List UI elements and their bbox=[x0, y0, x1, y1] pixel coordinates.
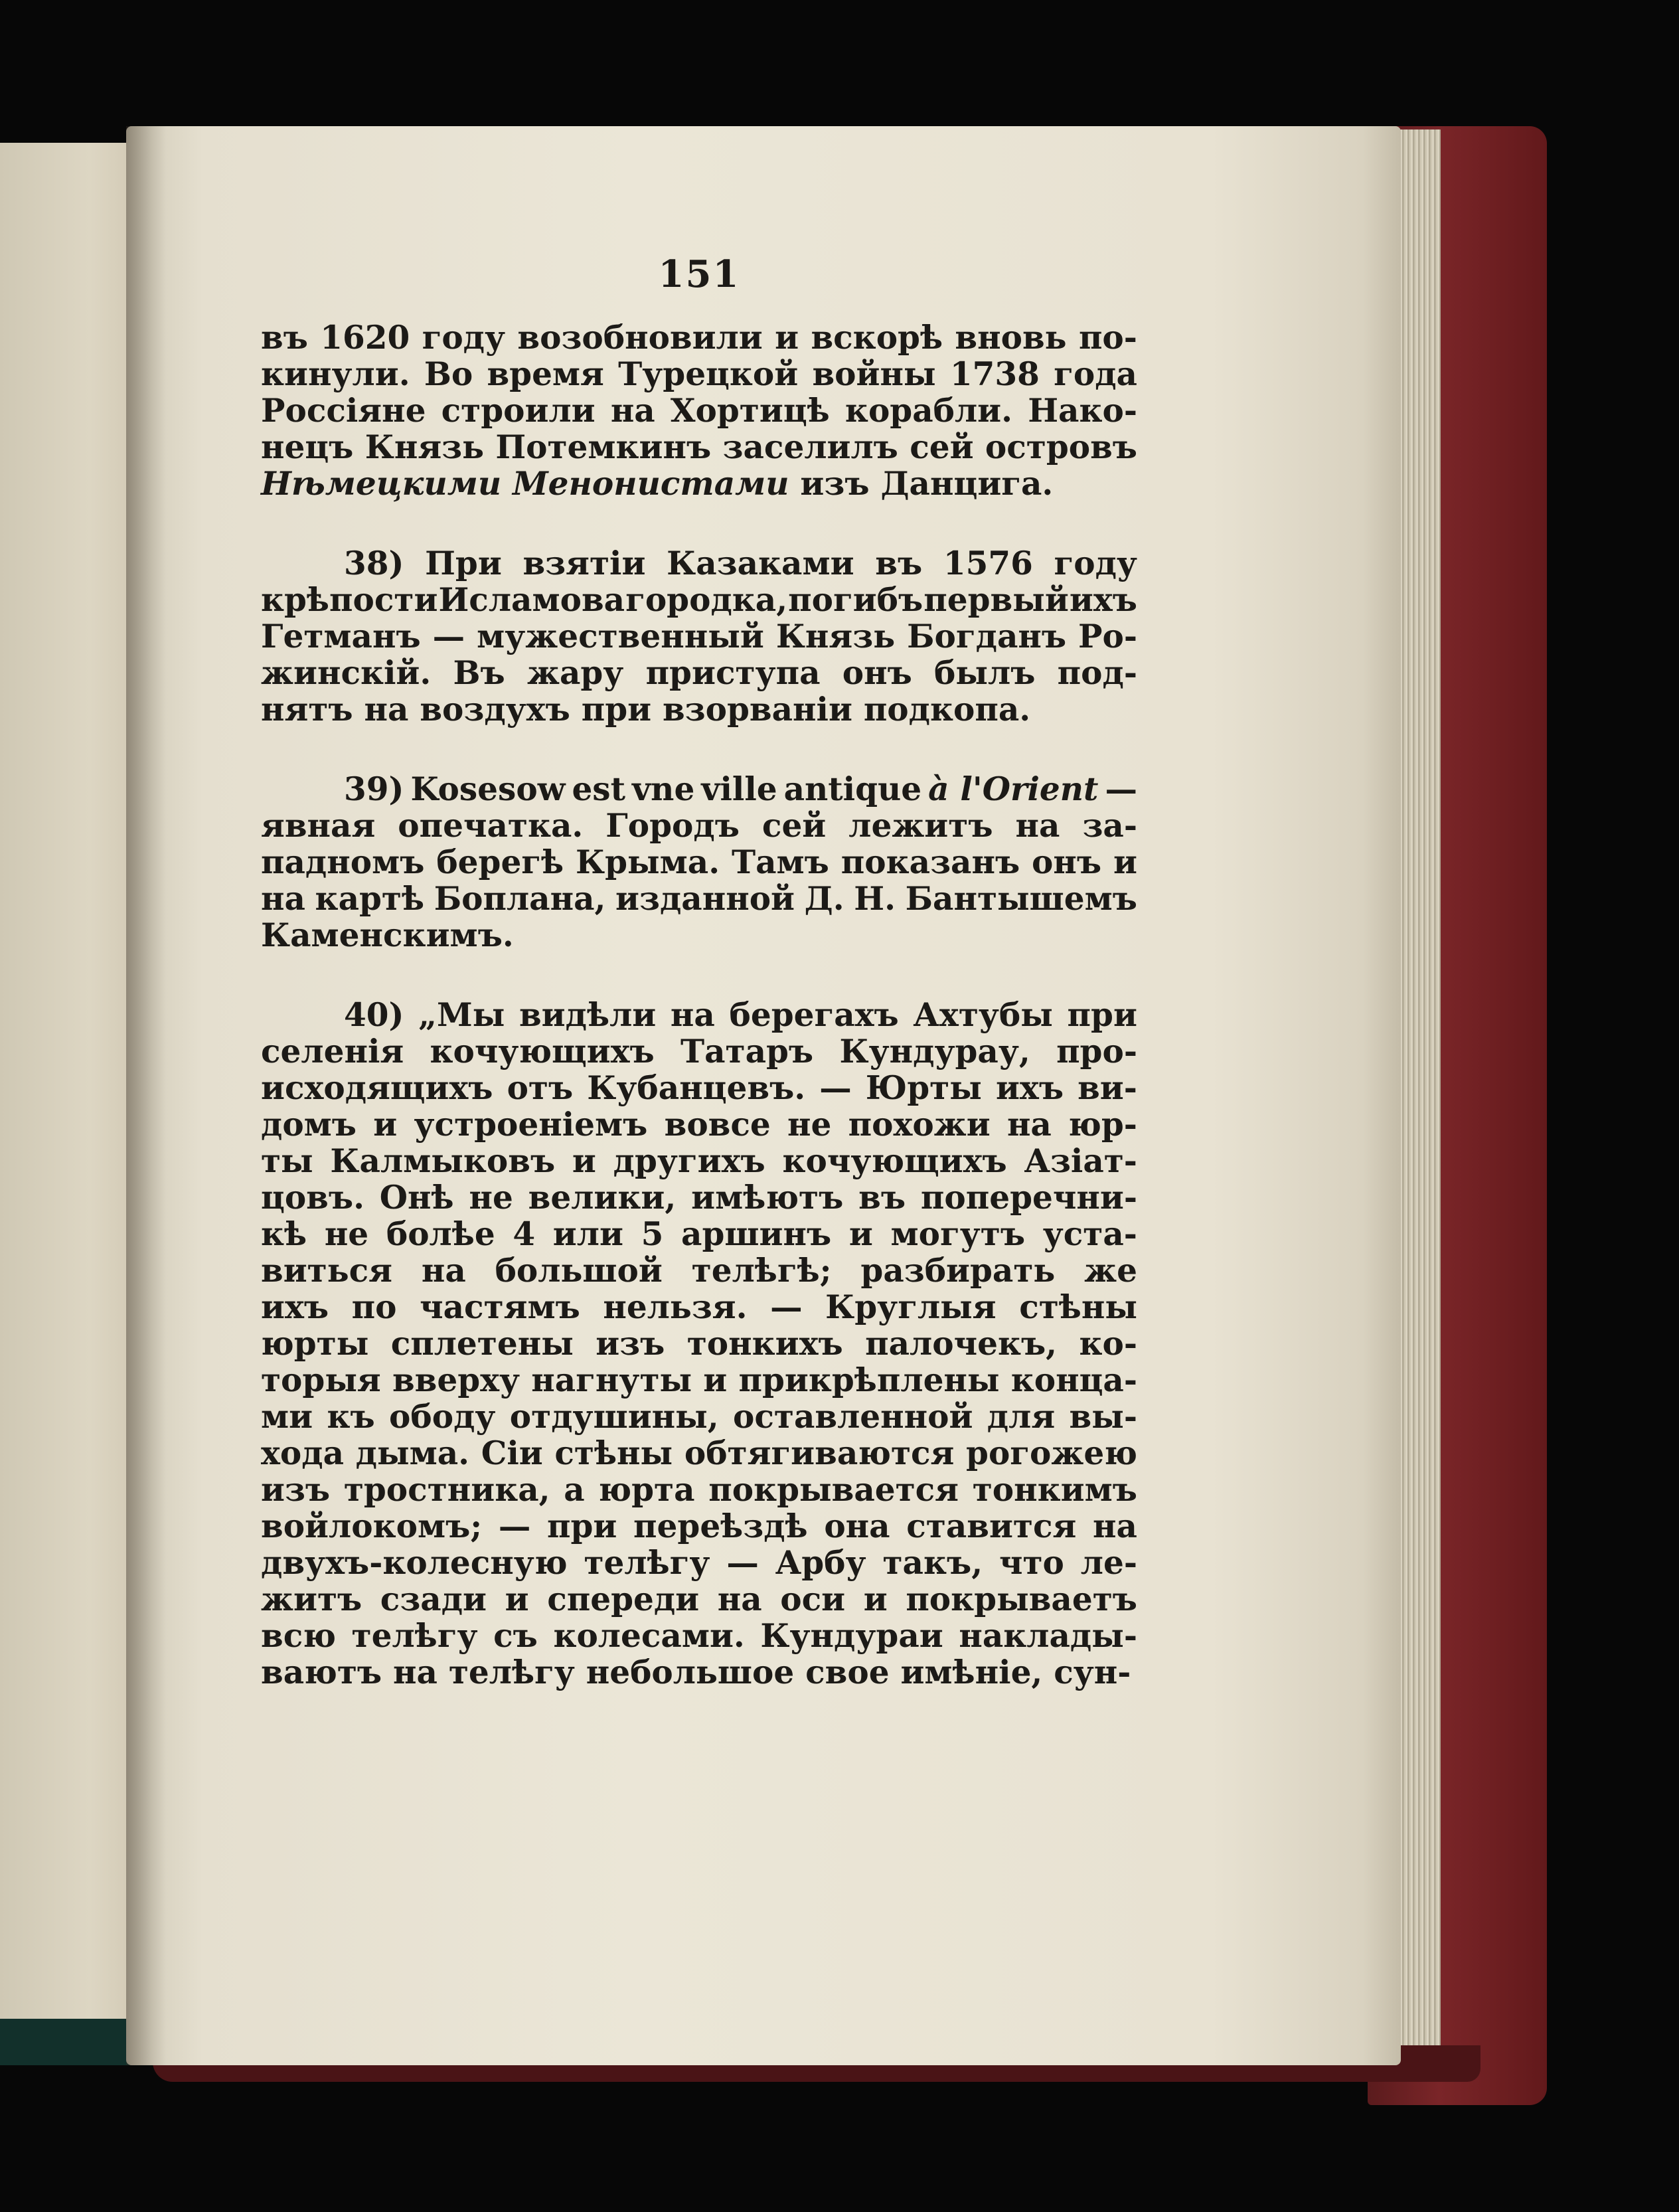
text-line bbox=[261, 319, 1137, 356]
word: показанъ bbox=[840, 843, 1020, 881]
text-line bbox=[261, 997, 1137, 1033]
text-line bbox=[261, 466, 1137, 502]
text-line bbox=[261, 1143, 1137, 1179]
word: за- bbox=[1082, 807, 1137, 845]
word: на bbox=[421, 1252, 466, 1290]
word: Россіяне bbox=[261, 392, 426, 430]
word: ле- bbox=[1080, 1544, 1137, 1582]
text-line bbox=[261, 392, 1137, 429]
word: похожи bbox=[848, 1106, 991, 1144]
word: ваютъ bbox=[261, 1654, 382, 1691]
text-line bbox=[261, 1472, 1137, 1508]
word: кочующихъ bbox=[782, 1142, 1007, 1180]
word: vne bbox=[632, 770, 695, 808]
word: Хортицѣ bbox=[670, 392, 830, 430]
word: стѣны bbox=[554, 1434, 673, 1472]
word: Кубанцевъ. bbox=[587, 1069, 806, 1107]
paragraph-p-continuation bbox=[261, 319, 1137, 502]
word: стѣны bbox=[1019, 1288, 1137, 1326]
text-line bbox=[261, 1252, 1137, 1289]
word: под- bbox=[1057, 654, 1137, 692]
text-line bbox=[261, 582, 1137, 618]
word: Князь bbox=[775, 618, 896, 655]
word: Каменскимъ. bbox=[261, 916, 514, 954]
paragraph-gap bbox=[261, 954, 1137, 997]
word: Д. bbox=[804, 880, 844, 918]
text-line bbox=[261, 1106, 1137, 1143]
word: на bbox=[393, 1654, 438, 1691]
word: и bbox=[848, 1215, 873, 1253]
word: погибъ bbox=[788, 581, 923, 619]
word: на bbox=[1006, 1106, 1052, 1144]
word: въ bbox=[875, 545, 923, 582]
word: онъ bbox=[1032, 843, 1102, 881]
word: частямъ bbox=[420, 1288, 580, 1326]
word: году bbox=[1054, 545, 1137, 582]
word: жинскій. bbox=[261, 654, 432, 692]
word: и bbox=[373, 1106, 398, 1144]
word: свое bbox=[805, 1654, 890, 1691]
text-line bbox=[261, 691, 1137, 728]
word: не bbox=[324, 1215, 369, 1253]
word: Сіи bbox=[481, 1434, 543, 1472]
word: вскорѣ bbox=[811, 319, 943, 357]
text-line bbox=[261, 1325, 1137, 1362]
word: вверху bbox=[392, 1361, 520, 1399]
paragraph-note-39 bbox=[261, 771, 1137, 954]
word: съ bbox=[493, 1617, 538, 1655]
page-text bbox=[261, 252, 1137, 1691]
word: колесами. bbox=[553, 1617, 745, 1655]
word: для bbox=[987, 1398, 1056, 1436]
word: Онѣ bbox=[379, 1179, 454, 1217]
word: небольшое bbox=[586, 1654, 795, 1691]
word: Тамъ bbox=[732, 843, 829, 881]
word: мужественный bbox=[477, 618, 764, 655]
word: и bbox=[505, 1580, 529, 1618]
word: antique bbox=[783, 770, 922, 808]
word: сплетены bbox=[390, 1325, 574, 1363]
word: падномъ bbox=[261, 843, 425, 881]
word: ихъ bbox=[261, 1288, 329, 1326]
word: уста- bbox=[1042, 1215, 1137, 1253]
word: кинули. bbox=[261, 355, 410, 393]
paragraph-note-40 bbox=[261, 997, 1137, 1691]
word: всю bbox=[261, 1617, 336, 1655]
word: палочекъ, bbox=[865, 1325, 1058, 1363]
word: въ bbox=[261, 319, 308, 357]
word: городка, bbox=[625, 581, 788, 619]
gutter-shadow bbox=[126, 126, 166, 2065]
word: Арбу bbox=[775, 1544, 866, 1582]
text-line bbox=[261, 1289, 1137, 1325]
word: нагнуты bbox=[531, 1361, 692, 1399]
word: вовсе bbox=[664, 1106, 771, 1144]
word: житъ bbox=[261, 1580, 362, 1618]
text-line bbox=[261, 655, 1137, 691]
word: войлокомъ; bbox=[261, 1507, 483, 1545]
text-line bbox=[261, 1179, 1137, 1216]
word: Боплана, bbox=[434, 880, 606, 918]
word: телѣгу bbox=[448, 1654, 575, 1691]
word: изъ bbox=[800, 465, 870, 503]
word: 39) bbox=[344, 770, 404, 808]
word: Н. bbox=[854, 880, 896, 918]
word: на bbox=[261, 880, 305, 918]
word: ихъ bbox=[995, 1069, 1064, 1107]
word: воздухъ bbox=[420, 691, 570, 728]
text-line bbox=[261, 1545, 1137, 1581]
paragraph-gap bbox=[261, 728, 1137, 771]
word: — bbox=[1105, 770, 1137, 808]
word: сей bbox=[910, 428, 974, 466]
word: отъ bbox=[507, 1069, 574, 1107]
word: Кундурау, bbox=[839, 1033, 1030, 1070]
word: подкопа. bbox=[863, 691, 1031, 728]
word: переѣздѣ bbox=[633, 1507, 808, 1545]
word: году bbox=[422, 319, 506, 357]
word: Крыма. bbox=[576, 843, 720, 881]
word: разбирать bbox=[860, 1252, 1056, 1290]
word: изданной bbox=[615, 880, 795, 918]
word: est bbox=[572, 770, 626, 808]
text-line bbox=[261, 844, 1137, 881]
word: былъ bbox=[934, 654, 1036, 692]
word: тонкимъ bbox=[972, 1471, 1137, 1509]
word: берегѣ bbox=[436, 843, 564, 881]
word: спереди bbox=[547, 1580, 700, 1618]
word: года bbox=[1054, 355, 1137, 393]
word: покрываетъ bbox=[906, 1580, 1137, 1618]
word: и bbox=[863, 1580, 888, 1618]
word: велики, bbox=[528, 1179, 677, 1217]
word: по bbox=[351, 1288, 397, 1326]
word: сей bbox=[761, 807, 827, 845]
word: на bbox=[1093, 1507, 1137, 1545]
word: тонкихъ bbox=[686, 1325, 843, 1363]
word: Турецкой bbox=[618, 355, 799, 393]
word: конца- bbox=[1010, 1361, 1137, 1399]
word: корабли. bbox=[844, 392, 1013, 430]
word: ми bbox=[261, 1398, 313, 1436]
word: что bbox=[999, 1544, 1064, 1582]
word: телѣгу bbox=[584, 1544, 710, 1582]
word: сзади bbox=[380, 1580, 487, 1618]
word: Городъ bbox=[605, 807, 740, 845]
word: по- bbox=[1078, 319, 1137, 357]
word: Нако- bbox=[1028, 392, 1137, 430]
word: ville bbox=[701, 770, 777, 808]
word: могутъ bbox=[890, 1215, 1026, 1253]
word: онъ bbox=[842, 654, 912, 692]
word: прикрѣплены bbox=[738, 1361, 1000, 1399]
word: домъ bbox=[261, 1106, 357, 1144]
word: рогожею bbox=[966, 1434, 1137, 1472]
word: при bbox=[1067, 996, 1137, 1034]
paragraph-note-38 bbox=[261, 545, 1137, 728]
word: „Мы bbox=[418, 996, 505, 1034]
word: жару bbox=[526, 654, 624, 692]
word: такъ, bbox=[882, 1544, 983, 1582]
word: аршинъ bbox=[681, 1215, 832, 1253]
word: Круглыя bbox=[825, 1288, 997, 1326]
word: не bbox=[469, 1179, 513, 1217]
paragraph-gap bbox=[261, 502, 1137, 545]
word: время bbox=[487, 355, 604, 393]
page-block-edge bbox=[1394, 129, 1441, 2075]
word: она bbox=[824, 1507, 890, 1545]
word: взятіи bbox=[522, 545, 646, 582]
word: оставленной bbox=[733, 1398, 973, 1436]
word: нецъ bbox=[261, 428, 354, 466]
word: изъ bbox=[596, 1325, 665, 1363]
word: поперечни- bbox=[920, 1179, 1137, 1217]
word: наклады- bbox=[959, 1617, 1137, 1655]
text-line bbox=[261, 429, 1137, 466]
word: картѣ bbox=[315, 880, 425, 918]
word: ты bbox=[261, 1142, 313, 1180]
word: Азіат- bbox=[1024, 1142, 1137, 1180]
word: 1738 bbox=[949, 355, 1040, 393]
word: и bbox=[703, 1361, 728, 1399]
word: Нѣмецкими Менонистами bbox=[261, 465, 789, 503]
word: двухъ-колесную bbox=[261, 1544, 568, 1582]
word: Въ bbox=[453, 654, 505, 692]
word: же bbox=[1084, 1252, 1137, 1290]
word: Бантышемъ bbox=[905, 880, 1137, 918]
text-line bbox=[261, 618, 1137, 655]
word: большой bbox=[495, 1252, 663, 1290]
word: ихъ bbox=[1069, 581, 1137, 619]
word: юрта bbox=[598, 1471, 695, 1509]
word: и bbox=[572, 1142, 596, 1180]
text-line bbox=[261, 356, 1137, 392]
word: при bbox=[581, 691, 652, 728]
word: островъ bbox=[985, 428, 1137, 466]
word: — bbox=[770, 1288, 803, 1326]
text-line bbox=[261, 545, 1137, 582]
word: ко- bbox=[1079, 1325, 1137, 1363]
word: Во bbox=[424, 355, 473, 393]
text-line bbox=[261, 917, 1137, 954]
text-line bbox=[261, 1508, 1137, 1545]
word: Kosesow bbox=[410, 770, 566, 808]
word: имѣніе, bbox=[900, 1654, 1043, 1691]
word: 4 bbox=[513, 1215, 536, 1253]
word: Данцига. bbox=[880, 465, 1054, 503]
text-line bbox=[261, 771, 1137, 808]
word: войны bbox=[812, 355, 936, 393]
text-line bbox=[261, 1399, 1137, 1435]
word: первый bbox=[923, 581, 1069, 619]
word: ви- bbox=[1078, 1069, 1137, 1107]
word: кочующихъ bbox=[430, 1033, 655, 1070]
word: изъ bbox=[261, 1471, 331, 1509]
word: хода bbox=[261, 1434, 345, 1472]
word: Ахтубы bbox=[913, 996, 1053, 1034]
word: — bbox=[819, 1069, 852, 1107]
word: Гетманъ bbox=[261, 618, 421, 655]
word: — bbox=[498, 1507, 531, 1545]
word: Потемкинъ bbox=[495, 428, 712, 466]
word: à l'Orient bbox=[928, 770, 1099, 808]
word: не bbox=[787, 1106, 832, 1144]
text-line bbox=[261, 1581, 1137, 1618]
word: — bbox=[432, 618, 465, 655]
word: Кундураи bbox=[760, 1617, 943, 1655]
word: телѣгу bbox=[351, 1617, 478, 1655]
word: приступа bbox=[645, 654, 821, 692]
word: видѣли bbox=[519, 996, 657, 1034]
word: заселилъ bbox=[722, 428, 898, 466]
word: вновь bbox=[955, 319, 1067, 357]
word: 5 bbox=[641, 1215, 664, 1253]
word: Князь bbox=[364, 428, 485, 466]
word: берегахъ bbox=[729, 996, 899, 1034]
word: сун- bbox=[1054, 1654, 1131, 1691]
word: торыя bbox=[261, 1361, 381, 1399]
word: оси bbox=[780, 1580, 846, 1618]
word: покрывается bbox=[708, 1471, 959, 1509]
word: на bbox=[717, 1580, 762, 1618]
word: болѣе bbox=[386, 1215, 495, 1253]
word: и bbox=[1113, 843, 1137, 881]
word: телѣгѣ; bbox=[691, 1252, 832, 1290]
word: тростника, bbox=[343, 1471, 550, 1509]
word: селенія bbox=[261, 1033, 404, 1070]
word: нельзя. bbox=[603, 1288, 748, 1326]
word: въ bbox=[858, 1179, 906, 1217]
word: 38) bbox=[344, 545, 404, 582]
word: при bbox=[547, 1507, 617, 1545]
text-line bbox=[261, 1216, 1137, 1252]
word: на bbox=[1015, 807, 1060, 845]
word: на bbox=[610, 392, 655, 430]
word: устроеніемъ bbox=[414, 1106, 648, 1144]
word: Богданъ bbox=[907, 618, 1067, 655]
page-number: 151 bbox=[658, 252, 740, 296]
body-text bbox=[261, 319, 1137, 1691]
word: кѣ bbox=[261, 1215, 307, 1253]
text-line bbox=[261, 1654, 1137, 1691]
word: исходящихъ bbox=[261, 1069, 493, 1107]
word: Казаками bbox=[667, 545, 854, 582]
word: отдушины, bbox=[509, 1398, 719, 1436]
word: юрты bbox=[261, 1325, 369, 1363]
word: Юрты bbox=[865, 1069, 982, 1107]
word: явная bbox=[261, 807, 376, 845]
word: имѣютъ bbox=[691, 1179, 844, 1217]
text-line bbox=[261, 1618, 1137, 1654]
word: другихъ bbox=[613, 1142, 765, 1180]
word: 1620 bbox=[320, 319, 410, 357]
text-line bbox=[261, 881, 1137, 917]
word: 40) bbox=[344, 996, 404, 1034]
text-line bbox=[261, 808, 1137, 844]
word: вы- bbox=[1069, 1398, 1137, 1436]
word: или bbox=[552, 1215, 623, 1253]
text-line bbox=[261, 1070, 1137, 1106]
word: къ bbox=[327, 1398, 375, 1436]
word: на bbox=[670, 996, 715, 1034]
word: Татаръ bbox=[680, 1033, 814, 1070]
word: юр- bbox=[1068, 1106, 1137, 1144]
word: нятъ bbox=[261, 691, 353, 728]
word: ставится bbox=[906, 1507, 1077, 1545]
word: возобновили bbox=[517, 319, 763, 357]
word: и bbox=[775, 319, 799, 357]
word: Калмыковъ bbox=[330, 1142, 556, 1180]
word: лежитъ bbox=[848, 807, 993, 845]
word: опечатка. bbox=[398, 807, 584, 845]
text-line bbox=[261, 1033, 1137, 1070]
word: ободу bbox=[389, 1398, 496, 1436]
word: взорваніи bbox=[662, 691, 852, 728]
word: виться bbox=[261, 1252, 393, 1290]
text-line bbox=[261, 1362, 1137, 1399]
word: — bbox=[726, 1544, 759, 1582]
word: Исламова bbox=[438, 581, 625, 619]
word: а bbox=[564, 1471, 585, 1509]
text-line bbox=[261, 1435, 1137, 1472]
word: крѣпости bbox=[261, 581, 438, 619]
word: цовъ. bbox=[261, 1179, 364, 1217]
word: строили bbox=[441, 392, 596, 430]
word: обтягиваются bbox=[684, 1434, 955, 1472]
word: дыма. bbox=[355, 1434, 470, 1472]
word: на bbox=[364, 691, 409, 728]
word: Ро- bbox=[1078, 618, 1137, 655]
word: При bbox=[425, 545, 502, 582]
word: 1576 bbox=[943, 545, 1033, 582]
word: про- bbox=[1056, 1033, 1137, 1070]
